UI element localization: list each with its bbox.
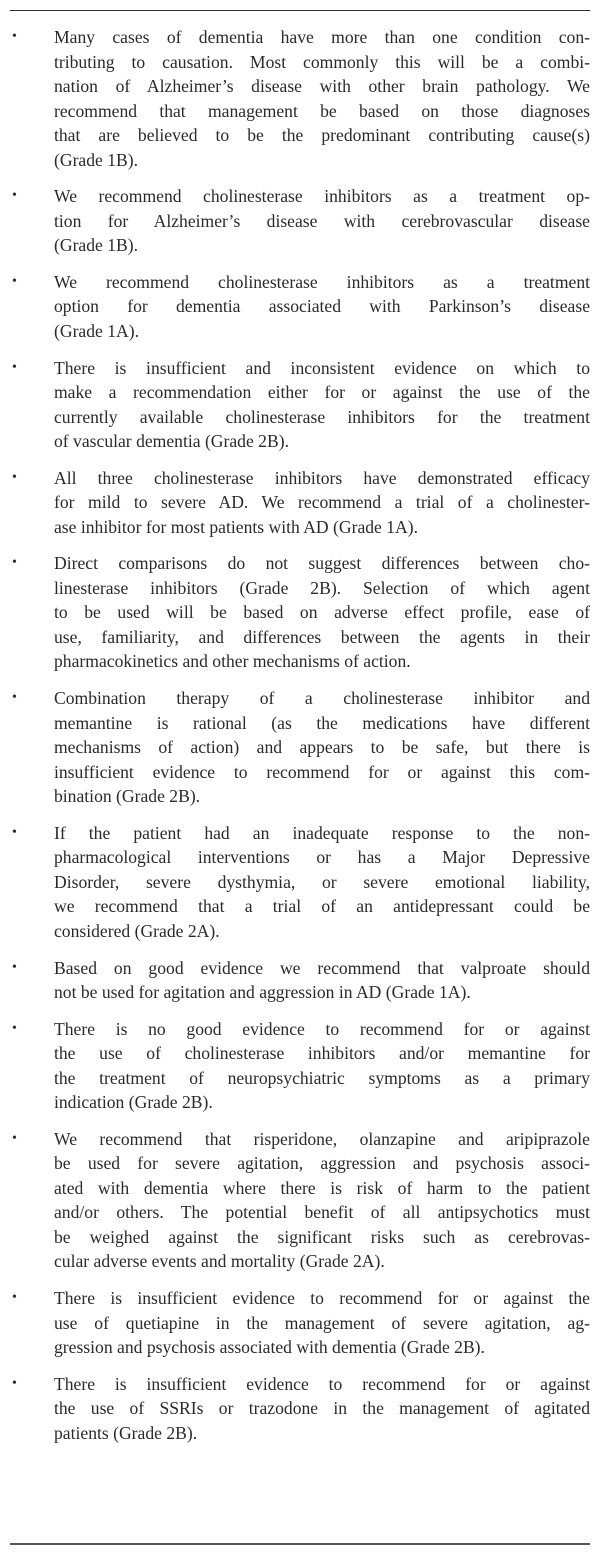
- text-line: the treatment of neuropsychiatric symptoms as a primary: [54, 1067, 590, 1088]
- text-line: bination (Grade 2B).: [54, 786, 201, 807]
- text-line: There is insufficient evidence to recommend for or against the: [54, 1288, 590, 1309]
- bullet-icon: •: [12, 188, 17, 204]
- recommendation-text: [54, 466, 590, 540]
- bullet-icon: •: [12, 690, 17, 706]
- recommendation-list: [0, 25, 600, 1457]
- recommendation-text: [54, 1017, 590, 1115]
- text-line: If the patient had an inadequate response to the non-: [54, 822, 590, 843]
- text-line: be used for severe agitation, aggression and psychosis associ-: [54, 1153, 590, 1174]
- recommendation-text: [54, 356, 590, 454]
- text-line: Disorder, severe dysthymia, or severe emotional liability,: [54, 871, 590, 892]
- text-line: indication (Grade 2B).: [54, 1092, 213, 1113]
- list-item: [0, 466, 600, 540]
- text-line: pharmacokinetics and other mechanisms of action.: [54, 651, 411, 672]
- list-item: [0, 25, 600, 172]
- bullet-icon: •: [12, 1290, 17, 1306]
- text-line: use, familiarity, and differences between the agents in their: [54, 626, 590, 647]
- recommendation-text: [54, 1127, 590, 1274]
- text-line: currently available cholinesterase inhibitors for the treatment: [54, 406, 590, 427]
- text-line: ase inhibitor for most patients with AD (Grade 1A).: [54, 516, 419, 537]
- text-line: of vascular dementia (Grade 2B).: [54, 431, 289, 452]
- bullet-icon: •: [12, 1375, 17, 1391]
- bullet-icon: •: [12, 555, 17, 571]
- text-line: Based on good evidence we recommend that valproate should: [54, 957, 590, 978]
- text-line: We recommend cholinesterase inhibitors as a treatment: [54, 271, 590, 292]
- text-line: mechanisms of action) and appears to be safe, but there is: [54, 737, 590, 758]
- bullet-icon: •: [12, 469, 17, 485]
- text-line: memantine is rational (as the medications have different: [54, 712, 590, 733]
- recommendation-text: [54, 25, 590, 172]
- text-line: make a recommendation either for or against the use of the: [54, 382, 590, 403]
- text-line: be weighed against the significant risks such as cerebrovas-: [54, 1226, 590, 1247]
- recommendation-text: [54, 956, 590, 1005]
- bullet-icon: •: [12, 1020, 17, 1036]
- text-line: (Grade 1B).: [54, 149, 139, 170]
- list-item: [0, 1017, 600, 1115]
- list-item: [0, 551, 600, 674]
- list-item: [0, 956, 600, 1005]
- text-line: recommend that management be based on those diagnoses: [54, 100, 590, 121]
- text-line: we recommend that a trial of an antidepressant could be: [54, 896, 590, 917]
- text-line: We recommend cholinesterase inhibitors as a treatment op-: [54, 186, 590, 207]
- text-line: pharmacological interventions or has a Major Depressive: [54, 847, 590, 868]
- bullet-icon: •: [12, 273, 17, 289]
- list-item: [0, 356, 600, 454]
- list-item: [0, 821, 600, 944]
- text-line: the use of cholinesterase inhibitors and/or memantine for: [54, 1043, 590, 1064]
- text-line: to be used will be based on adverse effect profile, ease of: [54, 602, 590, 623]
- text-line: gression and psychosis associated with dementia (Grade 2B).: [54, 1337, 485, 1358]
- list-item: [0, 270, 600, 344]
- text-line: and/or others. The potential benefit of all antipsychotics must: [54, 1202, 590, 1223]
- recommendation-text: [54, 1372, 590, 1446]
- recommendation-text: [54, 270, 590, 344]
- text-line: (Grade 1B).: [54, 235, 139, 256]
- text-line: Direct comparisons do not suggest differences between cho-: [54, 553, 590, 574]
- text-line: There is insufficient and inconsistent evidence on which to: [54, 357, 590, 378]
- text-line: considered (Grade 2A).: [54, 920, 220, 941]
- list-item: [0, 1127, 600, 1274]
- bullet-icon: •: [12, 1130, 17, 1146]
- list-item: [0, 686, 600, 809]
- recommendation-text: [54, 1286, 590, 1360]
- text-line: (Grade 1A).: [54, 320, 139, 341]
- text-line: There is insufficient evidence to recommend for or against: [54, 1373, 590, 1394]
- bullet-icon: •: [12, 959, 17, 975]
- recommendation-text: [54, 821, 590, 944]
- bullet-icon: •: [12, 824, 17, 840]
- recommendation-text: [54, 551, 590, 674]
- top-rule: [10, 10, 590, 11]
- text-line: Combination therapy of a cholinesterase inhibitor and: [54, 688, 590, 709]
- recommendation-text: [54, 686, 590, 809]
- list-item: [0, 1372, 600, 1446]
- text-line: There is no good evidence to recommend for or against: [54, 1018, 590, 1039]
- text-line: for mild to severe AD. We recommend a trial of a cholinester-: [54, 492, 590, 513]
- list-item: [0, 1286, 600, 1360]
- text-line: We recommend that risperidone, olanzapine and aripiprazole: [54, 1128, 590, 1149]
- text-line: that are believed to be the predominant contributing cause(s): [54, 125, 590, 145]
- recommendation-text: [54, 184, 590, 258]
- list-item: [0, 184, 600, 258]
- text-line: tributing to causation. Most commonly this will be a combi-: [54, 51, 590, 72]
- text-line: not be used for agitation and aggression in AD (Grade 1A).: [54, 982, 471, 1002]
- text-line: linesterase inhibitors (Grade 2B). Selection of which agent: [54, 577, 590, 598]
- text-line: All three cholinesterase inhibitors have demonstrated efficacy: [54, 467, 590, 488]
- text-line: the use of SSRIs or trazodone in the management of agitated: [54, 1398, 590, 1419]
- text-line: Many cases of dementia have more than one condition con-: [54, 27, 590, 47]
- text-line: insufficient evidence to recommend for or against this com-: [54, 761, 590, 782]
- text-line: nation of Alzheimer’s disease with other brain pathology. We: [54, 76, 590, 96]
- text-line: option for dementia associated with Parkinson’s disease: [54, 296, 590, 317]
- text-line: tion for Alzheimer’s disease with cerebrovascular disease: [54, 210, 590, 231]
- text-line: ated with dementia where there is risk of harm to the patient: [54, 1177, 590, 1198]
- text-line: patients (Grade 2B).: [54, 1422, 198, 1443]
- text-line: cular adverse events and mortality (Grade 2A).: [54, 1251, 385, 1272]
- bottom-rule: [10, 1543, 590, 1545]
- bullet-icon: •: [12, 29, 17, 44]
- bullet-icon: •: [12, 359, 17, 375]
- text-line: use of quetiapine in the management of severe agitation, ag-: [54, 1312, 590, 1333]
